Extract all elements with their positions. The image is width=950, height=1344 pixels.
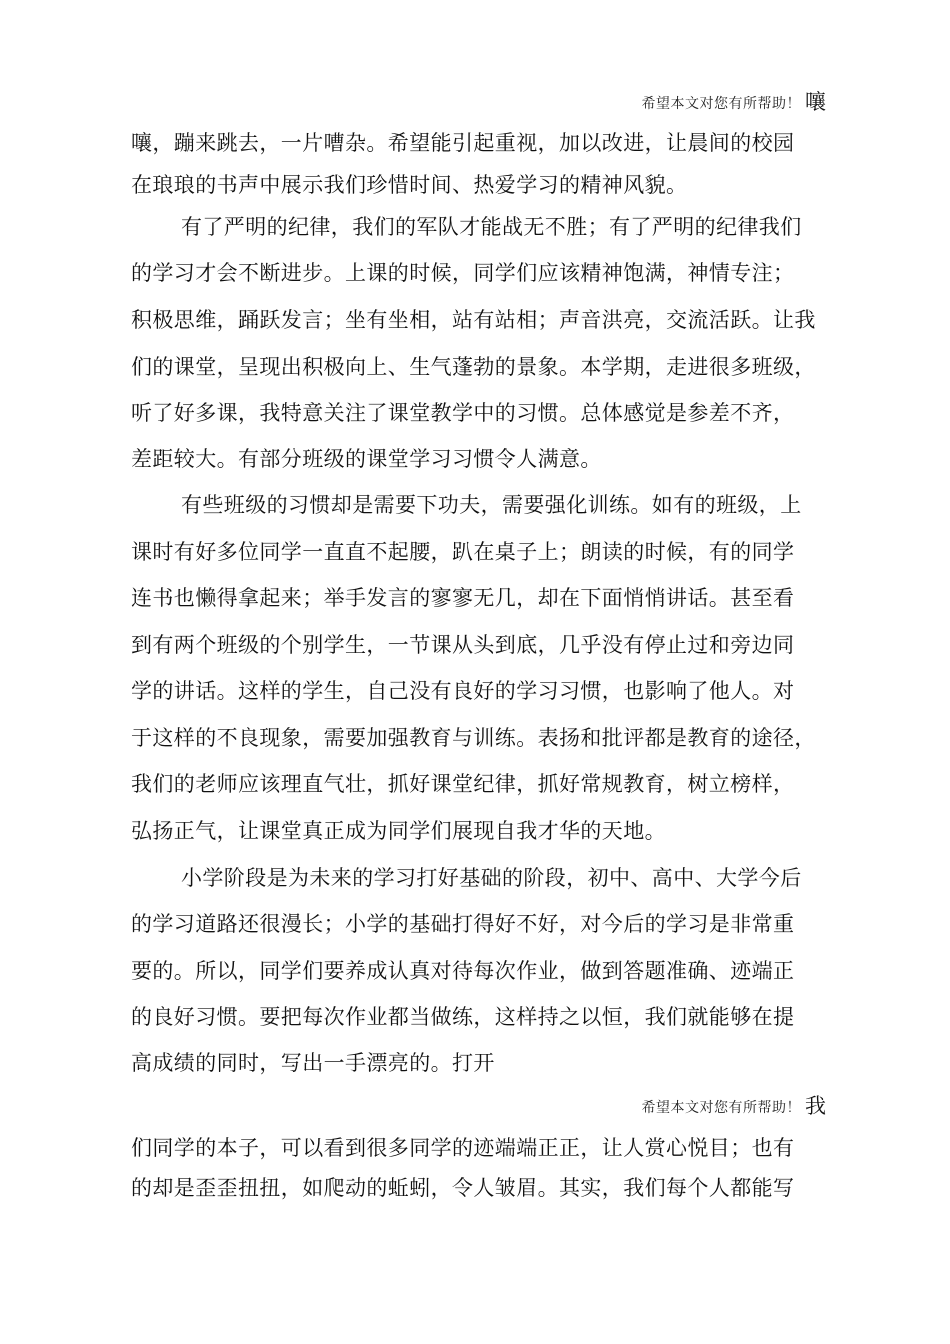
text-line: 的学习道路还很漫长；小学的基础打得好不好，对今后的学习是非常重 <box>131 912 795 936</box>
text-line: 在琅琅的书声中展示我们珍惜时间、热爱学习的精神风貌。 <box>131 173 688 197</box>
header-carry-char: 我 <box>805 1094 826 1118</box>
paragraph-start-line: 有了严明的纪律，我们的军队才能战无不胜；有了严明的纪律我们 <box>181 215 802 239</box>
text-line: 的却是歪歪扭扭，如爬动的蚯蚓，令人皱眉。其实，我们每个人都能写 <box>131 1176 795 1200</box>
text-line: 到有两个班级的个别学生，一节课从头到底，几乎没有停止过和旁边同 <box>131 633 795 657</box>
text-line: 要的。所以，同学们要养成认真对待每次作业，做到答题准确、迹端正 <box>131 959 795 983</box>
text-line: 嚷，蹦来跳去，一片嘈杂。希望能引起重视，加以改进，让晨间的校园 <box>131 131 795 155</box>
text-line: 弘扬正气，让课堂真正成为同学们展现自我才华的天地。 <box>131 819 666 843</box>
text-line: 的学习才会不断进步。上课的时候，同学们应该精神饱满，神情专注； <box>131 261 795 285</box>
text-line: 听了好多课，我特意关注了课堂教学中的习惯。总体感觉是参差不齐， <box>131 401 795 425</box>
header-carry-char: 嚷 <box>805 90 826 114</box>
text-line: 差距较大。有部分班级的课堂学习习惯令人满意。 <box>131 447 602 471</box>
text-line: 学的讲话。这样的学生，自己没有良好的学习习惯，也影响了他人。对 <box>131 679 795 703</box>
text-line: 们同学的本子，可以看到很多同学的迹端端正正，让人赏心悦目；也有 <box>131 1136 795 1160</box>
text-line: 积极思维，踊跃发言；坐有坐相，站有站相；声音洪亮，交流活跃。让我 <box>131 308 816 332</box>
text-line: 我们的老师应该理直气壮，抓好课堂纪律，抓好常规教育，树立榜样， <box>131 772 795 796</box>
header-note: 希望本文对您有所帮助！ <box>641 96 801 112</box>
text-line: 于这样的不良现象，需要加强教育与训练。表扬和批评都是教育的途径， <box>131 726 816 750</box>
page-header <box>642 1096 827 1117</box>
text-line: 们的课堂，呈现出积极向上、生气蓬勃的景象。本学期，走进很多班级， <box>131 355 816 379</box>
paragraph-start-line: 有些班级的习惯却是需要下功夫，需要强化训练。如有的班级，上 <box>181 493 802 517</box>
header-note: 希望本文对您有所帮助！ <box>641 1100 801 1116</box>
text-line: 高成绩的同时，写出一手漂亮的。打开 <box>131 1051 495 1075</box>
text-line: 连书也懒得拿起来；举手发言的寥寥无几，却在下面悄悄讲话。甚至看 <box>131 586 795 610</box>
page-header <box>642 92 827 113</box>
paragraph-start-line: 小学阶段是为未来的学习打好基础的阶段，初中、高中、大学今后 <box>181 866 802 890</box>
text-line: 课时有好多位同学一直直不起腰，趴在桌子上；朗读的时候，有的同学 <box>131 540 795 564</box>
text-line: 的良好习惯。要把每次作业都当做练，这样持之以恒，我们就能够在提 <box>131 1005 795 1029</box>
